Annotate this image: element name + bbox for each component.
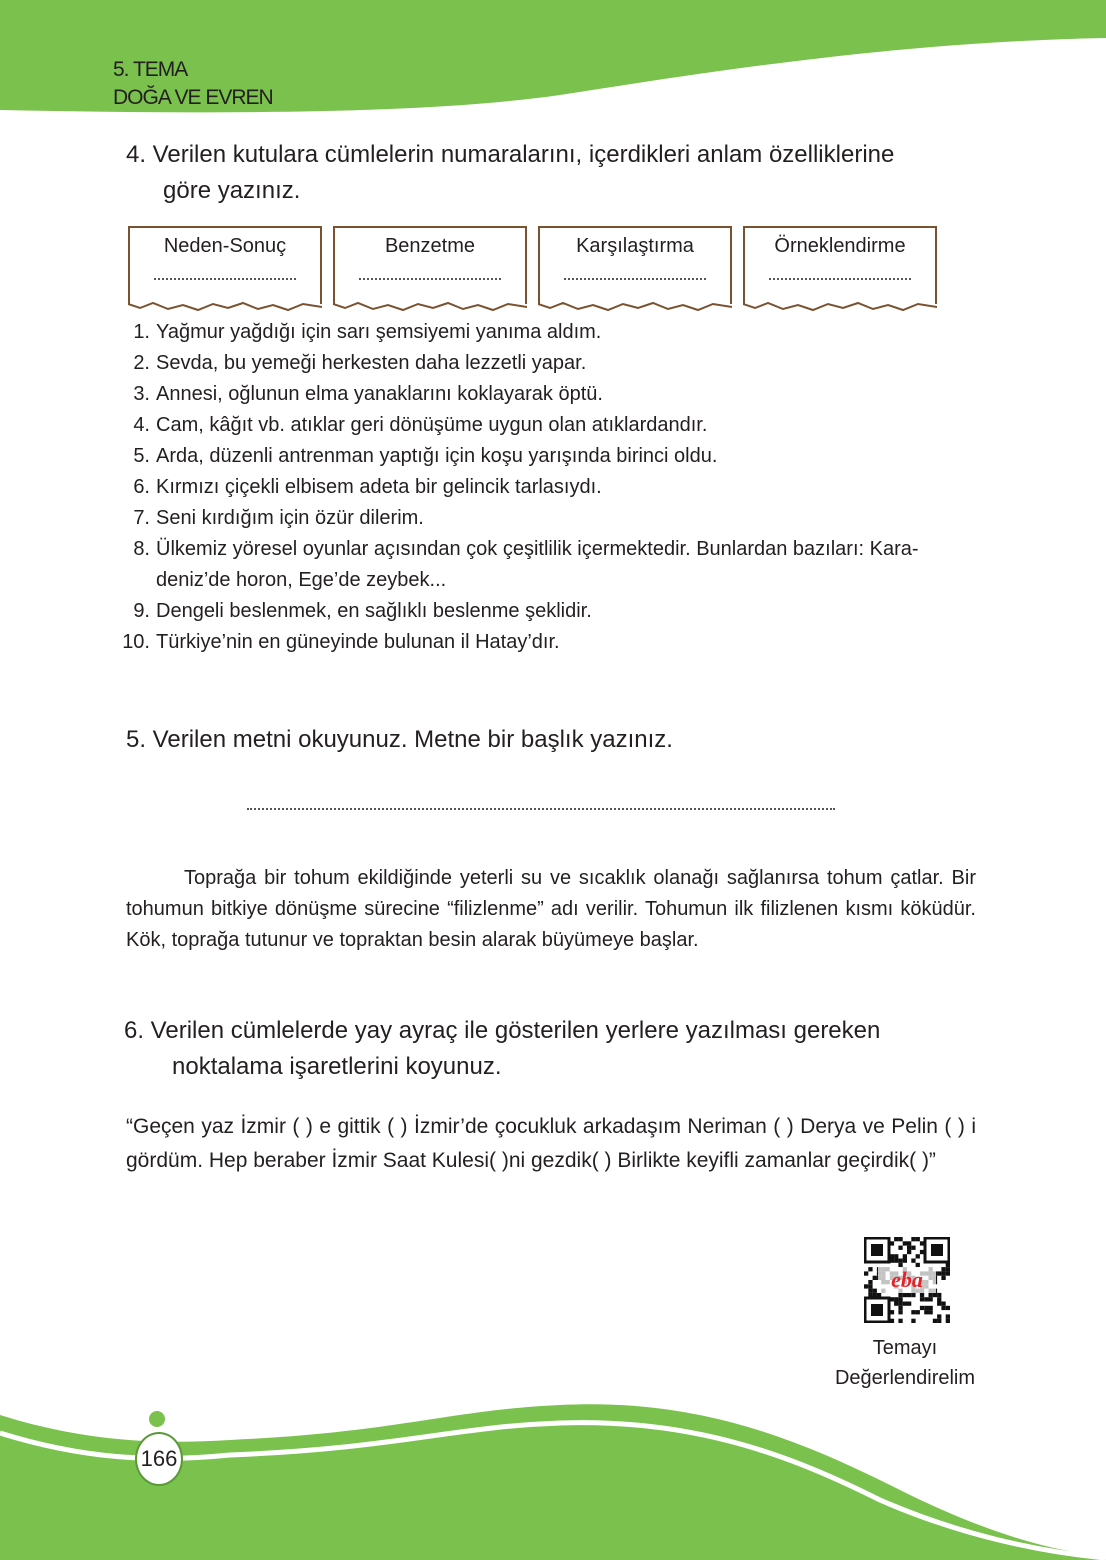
item-number: 3. <box>133 383 150 405</box>
item-text: Cam, kâğıt vb. atıklar geri dönüşüme uygun olan atıklardandır. <box>156 414 708 436</box>
item-number: 5. <box>133 445 150 467</box>
torn-edge <box>333 300 527 312</box>
item-text: Türkiye’nin en güneyinde bulunan il Hatay’dır. <box>156 631 560 653</box>
list-item <box>133 379 603 410</box>
answer-box[interactable] <box>128 226 322 304</box>
item-number: 1. <box>133 321 150 343</box>
answer-box[interactable] <box>333 226 527 304</box>
item-text: Yağmur yağdığı için sarı şemsiyemi yanıma aldım. <box>156 321 602 343</box>
item-number: 7. <box>133 507 150 529</box>
item-number: 10. <box>122 631 150 653</box>
theme-number: 5. TEMA <box>113 58 188 81</box>
item-text-cont: deniz’de horon, Ege’de zeybek... <box>156 569 447 591</box>
box-label: Örneklendirme <box>774 235 906 257</box>
list-item <box>133 348 587 379</box>
title-answer-line[interactable] <box>247 808 835 810</box>
box-label: Karşılaştırma <box>576 235 694 257</box>
item-text: Arda, düzenli antrenman yaptığı için koşu yarışında birinci oldu. <box>156 445 718 467</box>
decor-dot <box>149 1411 165 1427</box>
item-text: Sevda, bu yemeği herkesten daha lezzetli yapar. <box>156 352 587 374</box>
q6-text: “Geçen yaz İzmir ( ) e gittik ( ) İzmir’de çocukluk arkadaşım Neriman ( ) Derya ve Pelin ( ) i gördüm. Hep beraber İzmir Saat Kulesi( )ni gezdik( ) Birlikte keyifli zamanlar geçirdik( )” <box>126 1115 976 1172</box>
list-item <box>133 472 602 503</box>
item-number: 2. <box>133 352 150 374</box>
list-item <box>133 441 718 472</box>
box-answer-line[interactable] <box>359 278 501 280</box>
item-text: Seni kırdığım için özür dilerim. <box>156 507 424 529</box>
item-text: Kırmızı çiçekli elbisem adeta bir gelincik tarlasıydı. <box>156 476 602 498</box>
item-number: 6. <box>133 476 150 498</box>
torn-edge <box>128 300 322 312</box>
item-text: Dengeli beslenmek, en sağlıklı beslenme şeklidir. <box>156 600 592 622</box>
box-answer-line[interactable] <box>769 278 911 280</box>
q5-paragraph: Toprağa bir tohum ekildiğinde yeterli su ve sıcaklık olanağı sağlanırsa tohum çatlar. Bir tohumun bitkiye dönüşme sürecine “filizlenme” adı verilir. Tohumun ilk filizlenen kısmı köküdür. Kök, toprağa tutunur ve topraktan besin alarak büyümeye başlar. <box>126 867 976 951</box>
theme-title: DOĞA VE EVREN <box>113 86 273 109</box>
item-text: Annesi, oğlunun elma yanaklarını koklayarak öptü. <box>156 383 603 405</box>
torn-edge <box>538 300 732 312</box>
q6-title: 6. Verilen cümlelerde yay ayraç ile gösterilen yerlere yazılması gereken noktalama işaretlerini koyunuz. <box>124 1017 881 1080</box>
box-answer-line[interactable] <box>564 278 706 280</box>
list-item <box>133 503 424 534</box>
eba-logo: eba <box>878 1267 936 1293</box>
list-item <box>122 627 560 658</box>
answer-box[interactable] <box>538 226 732 304</box>
box-answer-line[interactable] <box>154 278 296 280</box>
item-number: 4. <box>133 414 150 436</box>
list-item <box>133 596 592 627</box>
qr-caption: Temayı Değerlendirelim <box>834 1337 976 1389</box>
box-label: Neden-Sonuç <box>163 235 287 257</box>
q4-title: 4. Verilen kutulara cümlelerin numaralarını, içerdikleri anlam özelliklerine göre yazınız. <box>126 141 895 204</box>
list-item <box>133 317 602 348</box>
q5-title: 5. Verilen metni okuyunuz. Metne bir başlık yazınız. <box>126 726 673 753</box>
torn-edge <box>743 300 937 312</box>
list-item <box>133 410 708 441</box>
list-item <box>133 534 919 596</box>
box-label: Benzetme <box>384 235 476 257</box>
qr-code[interactable] <box>864 1237 950 1323</box>
item-text: Ülkemiz yöresel oyunlar açısından çok çeşitlilik içermektedir. Bunlardan bazıları: Kara- <box>156 538 919 560</box>
answer-box[interactable] <box>743 226 937 304</box>
item-number: 8. <box>133 538 150 560</box>
theme-header <box>113 56 273 112</box>
page-number: 166 <box>135 1432 183 1486</box>
item-number: 9. <box>133 600 150 622</box>
